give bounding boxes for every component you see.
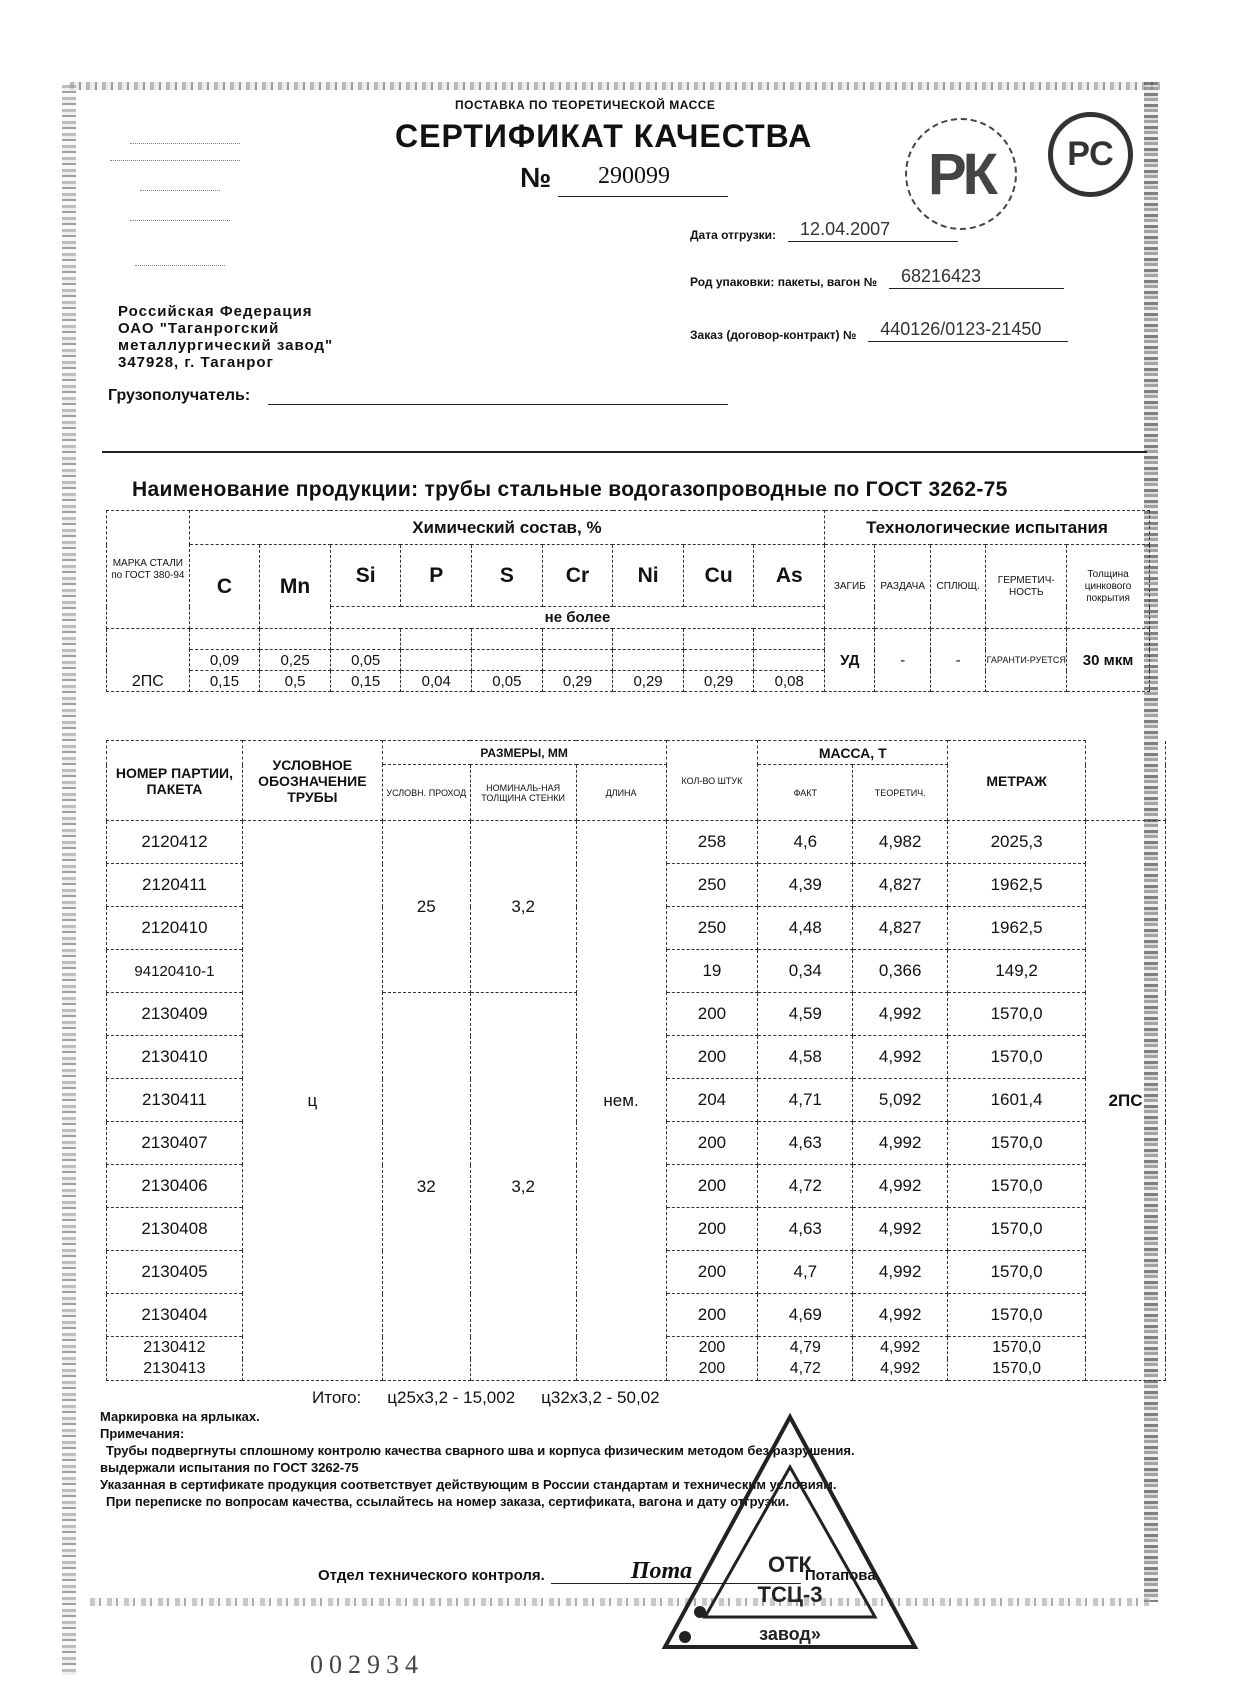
min-mn: 0,25 [260, 650, 331, 671]
scan-artifact-bottom [90, 1598, 1150, 1606]
flare-result: - [875, 629, 930, 692]
table-row: 94120410-1 19 0,34 0,366 149,2 [107, 950, 1166, 993]
table-row: 2130406 200 4,72 4,992 1570,0 [107, 1165, 1166, 1208]
element-mn: Mn [260, 545, 331, 629]
element-ni: Ni [613, 545, 684, 607]
note-line-4: При переписке по вопросам качества, ссылайтесь на номер заказа, сертификата, вагона и дату отгрузки. [106, 1494, 790, 1509]
company-logo-faded [110, 125, 250, 275]
pipe-designation: ц [242, 821, 382, 1381]
order-label: Заказ (договор-контракт) № [690, 328, 857, 342]
max-c: 0,15 [189, 671, 260, 692]
min-c: 0,09 [189, 650, 260, 671]
max-mn: 0,5 [260, 671, 331, 692]
element-as: As [754, 545, 825, 607]
grade-side: 2ПС [1086, 821, 1166, 1381]
mass-theor-header: ТЕОРЕТИЧ. [853, 765, 948, 821]
bore-32: 32 [382, 993, 470, 1381]
batch-header: НОМЕР ПАРТИИ, ПАКЕТА [107, 741, 243, 821]
table-row: 2130407 200 4,63 4,992 1570,0 [107, 1122, 1166, 1165]
designation-header: УСЛОВНОЕ ОБОЗНАЧЕНИЕ ТРУБЫ [242, 741, 382, 821]
element-s: S [472, 545, 543, 607]
svg-text:завод»: завод» [759, 1624, 821, 1644]
not-more-label: не более [330, 607, 824, 629]
max-as: 0,08 [754, 671, 825, 692]
cert-number-label: № [520, 162, 552, 193]
cert-number: 290099 [558, 163, 728, 197]
total-25: ц25х3,2 - 15,002 [387, 1388, 516, 1407]
meterage-header: МЕТРАЖ [948, 741, 1086, 821]
test-bend: ЗАГИБ [825, 545, 875, 629]
element-si: Si [330, 545, 401, 607]
bend-result: УД [825, 629, 875, 692]
element-cu: Cu [683, 545, 754, 607]
element-cr: Cr [542, 545, 613, 607]
chem-composition-header: Химический состав, % [189, 511, 824, 545]
signatory-name: Потапова [804, 1567, 876, 1584]
test-zinc-thickness: Толщина цинкового покрытия [1067, 545, 1150, 629]
tech-tests-header: Технологические испытания [825, 511, 1150, 545]
table-row: 2130409 32 3,2 200 4,59 4,992 1570,0 [107, 993, 1166, 1036]
table-row: 2130410 200 4,58 4,992 1570,0 [107, 1036, 1166, 1079]
wall-group2: 3,2 [470, 993, 576, 1381]
handwritten-signature: Пота [551, 1562, 801, 1584]
bore-header: УСЛОВН. ПРОХОД [382, 765, 470, 821]
serial-number: 002934 [310, 1650, 424, 1679]
otk-triangle-stamp-icon [660, 1412, 920, 1657]
table-row: 2130404 200 4,69 4,992 1570,0 [107, 1294, 1166, 1337]
test-flatten: СПЛЮЩ. [930, 545, 985, 629]
table-row: 2120411 250 4,39 4,827 1962,5 [107, 864, 1166, 907]
packaging-label: Род упаковки: пакеты, вагон № [690, 275, 877, 289]
totals-line [312, 1388, 660, 1408]
min-si: 0,05 [330, 650, 401, 671]
bore-25: 25 [382, 821, 470, 993]
order-number: 440126/0123-21450 [868, 318, 1068, 342]
shipment-date-value: 12.04.2007 [788, 218, 958, 242]
qty-header: КОЛ-ВО ШТУК [666, 741, 758, 821]
batch-table [106, 740, 1166, 1381]
test-flare: РАЗДАЧА [875, 545, 930, 629]
consignee-label: Грузополучатель: [108, 387, 251, 404]
mass-header: МАССА, Т [758, 741, 948, 765]
consignee-field [108, 385, 728, 405]
table-row: 2130405 200 4,7 4,992 1570,0 [107, 1251, 1166, 1294]
element-p: P [401, 545, 472, 607]
table-row: 2120410 250 4,48 4,827 1962,5 [107, 907, 1166, 950]
notes-label: Примечания: [100, 1426, 185, 1441]
test-tightness: ГЕРМЕТИЧ-НОСТЬ [986, 545, 1067, 629]
tightness-result: ГАРАНТИ-РУЕТСЯ [986, 629, 1067, 692]
note-line-1: Трубы подвергнуты сплошному контролю качества сварного шва и корпуса физическим методом без разрушения. [106, 1443, 855, 1458]
zinc-thickness-result: 30 мкм [1067, 629, 1150, 692]
table-row: 2130413 200 4,72 4,992 1570,0 [107, 1359, 1166, 1381]
steel-grade-header: МАРКА СТАЛИ по ГОСТ 380-94 [107, 511, 190, 629]
table-row: 2130408 200 4,63 4,992 1570,0 [107, 1208, 1166, 1251]
max-s: 0,05 [472, 671, 543, 692]
totals-label: Итого: [312, 1388, 362, 1407]
wagon-number: 68216423 [889, 265, 1064, 289]
total-32: ц32х3,2 - 50,02 [541, 1388, 660, 1407]
svg-text:ТСЦ-3: ТСЦ-3 [757, 1582, 823, 1607]
marking-note: Маркировка на ярлыках. [100, 1409, 260, 1424]
max-cr: 0,29 [542, 671, 613, 692]
sender-address: Российская Федерация ОАО "Таганрогский металлургический завод" 347928, г. Таганрог [118, 303, 334, 371]
sizes-header: РАЗМЕРЫ, ММ [382, 741, 666, 765]
consignee-blank-line [268, 385, 728, 405]
table-row: 2130412 200 4,79 4,992 1570,0 [107, 1337, 1166, 1359]
otk-dept-label: Отдел технического контроля. [318, 1567, 545, 1584]
length-header: ДЛИНА [576, 765, 666, 821]
shipment-date-label: Дата отгрузки: [690, 228, 777, 242]
note-line-2: выдержали испытания по ГОСТ 3262-75 [100, 1460, 359, 1475]
max-p: 0,04 [401, 671, 472, 692]
order-field [690, 318, 1068, 342]
rs-certification-stamp-icon: РС [1048, 112, 1133, 197]
rk-certification-stamp-icon: РК [905, 118, 1017, 230]
packaging-field [690, 265, 1064, 289]
supply-note: ПОСТАВКА ПО ТЕОРЕТИЧЕСКОЙ МАССЕ [455, 98, 716, 112]
chemical-composition-table [106, 510, 1150, 692]
pipe-length: нем. [576, 821, 666, 1381]
scan-artifact-top [70, 82, 1160, 90]
scan-artifact-left [62, 85, 76, 1675]
max-cu: 0,29 [683, 671, 754, 692]
mass-fact-header: ФАКТ [758, 765, 853, 821]
table-row: 2130411 204 4,71 5,092 1601,4 [107, 1079, 1166, 1122]
divider [102, 451, 1147, 453]
product-name: Наименование продукции: трубы стальные водогазопроводные по ГОСТ 3262-75 [132, 478, 1008, 501]
table-row: 2120412 ц 25 3,2 нем. 258 4,6 4,982 2025,3 2ПС [107, 821, 1166, 864]
max-si: 0,15 [330, 671, 401, 692]
wall-header: НОМИНАЛЬ-НАЯ ТОЛЩИНА СТЕНКИ [470, 765, 576, 821]
steel-grade: 2ПС [107, 629, 190, 692]
wall-group1: 3,2 [470, 821, 576, 993]
shipment-date-field [690, 218, 958, 242]
max-ni: 0,29 [613, 671, 684, 692]
svg-text:ОТК: ОТК [768, 1552, 812, 1577]
note-line-3: Указанная в сертификате продукция соответствует действующим в России стандартам и техническим условиям. [100, 1477, 837, 1492]
document-title: СЕРТИФИКАТ КАЧЕСТВА [395, 118, 813, 154]
element-c: C [189, 545, 260, 629]
flatten-result: - [930, 629, 985, 692]
